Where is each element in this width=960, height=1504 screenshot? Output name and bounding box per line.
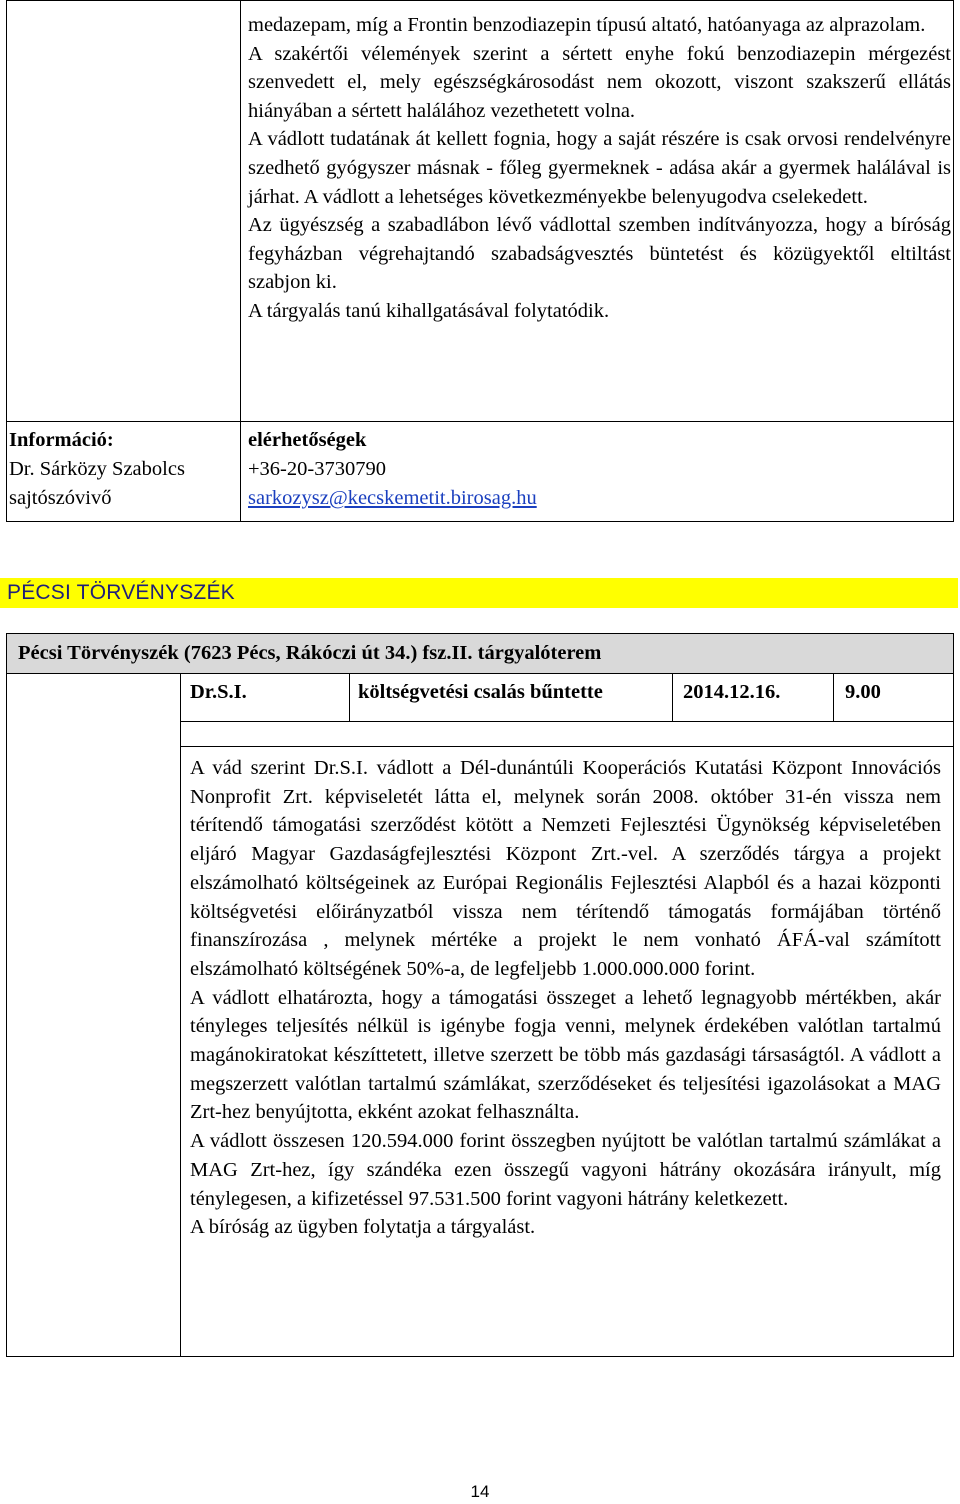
page-number: 14 [470, 1482, 490, 1501]
defendant-cell: Dr.S.I. [190, 681, 247, 703]
case-paragraph: A szakértői vélemények szerint a sértett enyhe fokú benzodiazepin mérgezést szenvedett el, mely egészségkárosodást nem okozott, viszont szakszerű ellátás hiányában a sértett halálához vezethetett volna. [248, 42, 951, 122]
hearing-paragraph: A vád szerint Dr.S.I. vádlott a Dél-dunántúli Kooperációs Kutatási Központ Innovációs Nonprofit Zrt. képviseletét látta el, melynek során 2008. október 31-én vissza nem térítendő támogatási szerződést kötött a Nemzeti Fejlesztési Ügynökség képviseletében eljáró Magyar Gazdaságfejlesztési Központ Zrt.-vel. A szerződés tárgya a projekt elszámolható költségeinek az Európai Regionális Fejlesztési Alapból és a hazai központi költségvetési előirányzatból vissza nem térítendő támogatás formájában történő finanszírozása , melynek mértéke a projekt le nem vonható ÁFÁ-val számított elszámolható költségének 50%-a, de legfeljebb 1.000.000.000 forint. [190, 757, 941, 980]
press-officer-name: Dr. Sárközy Szabolcs [9, 458, 185, 480]
case-paragraph: medazepam, míg a Frontin benzodiazepin típusú altató, hatóanyaga az alprazolam. [248, 14, 926, 36]
table-row-divider [180, 746, 954, 747]
hearing-description [190, 754, 941, 1242]
info-label: Információ: [9, 429, 114, 451]
table-column-divider [672, 674, 673, 721]
case-paragraph: Az ügyészség a szabadlábon lévő vádlottal szemben indítványozza, hogy a bíróság fegyházban végrehajtandó szabadságvesztés büntetést és közügyektől eltiltást szabjon ki. [248, 214, 951, 294]
hearing-paragraph: A bíróság az ügyben folytatja a tárgyalást. [190, 1216, 536, 1239]
contact-email-link[interactable]: sarkozysz@kecskemetit.birosag.hu [248, 487, 537, 509]
contact-phone: +36-20-3730790 [248, 458, 386, 480]
table-column-divider [240, 0, 241, 522]
courtroom-heading: Pécsi Törvényszék (7623 Pécs, Rákóczi út 34.) fsz.II. tárgyalóterem [18, 642, 602, 664]
case-paragraph: A tárgyalás tanú kihallgatásával folytatódik. [248, 299, 610, 322]
section-title: PÉCSI TÖRVÉNYSZÉK [7, 581, 235, 604]
table-column-divider [833, 674, 834, 721]
table-column-divider [180, 674, 181, 1357]
table-row-divider [180, 721, 954, 722]
charge-cell: költségvetési csalás bűntette [358, 681, 603, 703]
case-description [248, 11, 951, 326]
hearing-paragraph: A vádlott összesen 120.594.000 forint összegben nyújtott be valótlan tartalmú számlákat a MAG Zrt-hez, így szándéka ezen összegű vagyoni hátrány okozására irányult, míg ténylegesen, a kifizetéssel 97.531.500 forint vagyoni hátrány keletkezett. [190, 1130, 941, 1210]
hearing-paragraph: A vádlott elhatározta, hogy a támogatási összeget a lehető legnagyobb mértékben, akár tényleges teljesítés nélkül is igénybe fogja venni, melynek érdekében valótlan tartalmú magánokiratokat készíttetett, illetve szerzett be több más gazdasági társaságtól. A vádlott a megszerzett valótlan tartalmú számlákat, szerződéseket és teljesítési igazolásokat a MAG Zrt-hez benyújtotta, ekként azokat felhasználta. [190, 986, 941, 1124]
case-paragraph: A vádlott tudatának át kellett fognia, hogy a saját részére is csak orvosi rendelvényre szedhető gyógyszer másnak - főleg gyermeknek - adása akár a gyermek halálával is járhat. A vádlott a lehetséges következményekbe belenyugodva cselekedett. [248, 128, 951, 208]
press-officer-role: sajtószóvivő [9, 487, 112, 509]
time-cell: 9.00 [845, 681, 881, 703]
contact-label: elérhetőségek [248, 429, 367, 451]
table-row-divider [6, 421, 954, 422]
table-column-divider [349, 674, 350, 721]
date-cell: 2014.12.16. [683, 681, 781, 703]
